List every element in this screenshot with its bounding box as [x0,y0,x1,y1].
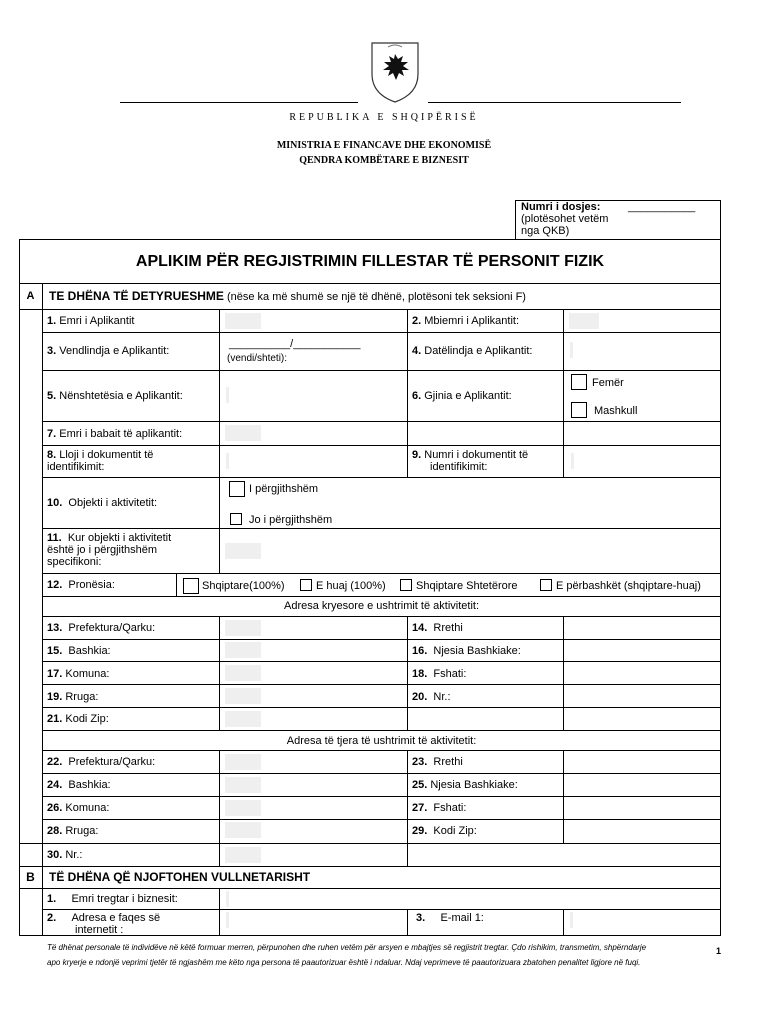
field-commune-2-label: 26. Komuna: [47,802,110,814]
ownership-albanian-checkbox[interactable] [183,578,199,594]
activity-not-general-checkbox[interactable] [230,513,242,525]
ownership-state-label: Shqiptare Shtetërore [416,580,518,592]
commune-2-input[interactable] [225,800,261,816]
field-zip-label: 21. Kodi Zip: [47,713,109,725]
field-commune-label: 17. Komuna: [47,668,110,680]
field-district-2-label: 23. Rrethi [412,756,463,768]
field-doc-type-label-2: identifikimit: [47,461,105,473]
privacy-notice-2: apo kryerje e ndonjë veprimi tjetër të ngjashëm me këto nga persona të paautorizuar është i ndaluar. Ndaj veprimeve të paautorizuara zbatohen penalitet ligjore në fuqi. [47,958,641,967]
field-village-label: 18. Fshati: [412,668,467,680]
doc-number-input[interactable] [571,453,574,469]
file-number-note: nga QKB) [521,225,570,237]
field-doc-number-label: 9. Numri i dokumentit të [412,449,529,461]
field-doc-number-label-2: identifikimit: [430,461,488,473]
field-municipality-label: 15. Bashkia: [47,645,111,657]
republic-name: REPUBLIKA E SHQIPËRISË [289,112,479,123]
street-input[interactable] [225,688,261,704]
gender-female-checkbox[interactable] [571,374,587,390]
main-address-heading: Adresa kryesore e ushtrimit të aktivitetit: [283,600,479,612]
field-activity-object-label: 10. Objekti i aktivitetit: [47,497,158,509]
ownership-albanian-label: Shqiptare(100%) [202,580,285,592]
section-a-note: (nëse ka më shumë se një të dhënë, plotësoni tek seksioni F) [226,291,526,303]
field-municipal-unit-label: 16. Njesia Bashkiake: [412,645,521,657]
form-title: APLIKIM PËR REGJISTRIMIN FILLESTAR TË PERSONIT FIZIK [135,253,605,270]
field-trade-name-label: 1. Emri tregtar i biznesit: [47,893,178,905]
prefecture-2-input[interactable] [225,754,261,770]
field-number-label: 20. Nr.: [412,691,451,703]
ownership-state-checkbox[interactable] [400,579,412,591]
section-b-letter: B [26,870,35,884]
field-district-label: 14. Rrethi [412,622,463,634]
field-street-label: 19. Rruga: [47,691,99,703]
other-address-heading: Adresa të tjera të ushtrimit të aktivitetit: [286,735,477,747]
field-prefecture-label: 13. Prefektura/Qarku: [47,622,156,634]
commune-input[interactable] [225,665,261,681]
activity-general-checkbox[interactable] [229,481,245,497]
field-gender-label: 6. Gjinia e Aplikantit: [412,390,512,402]
municipality-2-input[interactable] [225,777,261,793]
field-website-label: 2. Adresa e faqes së [47,912,161,924]
field-number-2-label: 30. Nr.: [47,849,83,861]
gender-male-checkbox[interactable] [571,402,587,418]
activity-general-label: I përgjithshëm [249,483,319,495]
field-citizenship-label: 5. Nënshtetësia e Aplikantit: [47,390,183,402]
field-birthdate-label: 4. Datëlindja e Aplikantit: [412,345,533,357]
file-number-label: Numri i dosjes: [521,201,601,213]
zip-input[interactable] [225,711,261,727]
field-website-label-2: internetit : [75,924,124,936]
doc-type-input[interactable] [226,453,229,469]
prefecture-input[interactable] [225,620,261,636]
email-input[interactable] [570,912,573,928]
field-birthplace-label: 3. Vendlindja e Aplikantit: [47,345,170,357]
field-zip-2-label: 29. Kodi Zip: [412,825,477,837]
section-a-heading [49,290,526,303]
ownership-foreign-checkbox[interactable] [300,579,312,591]
section-a-title: TE DHËNA TË DETYRUESHME [49,289,224,303]
page-number: 1 [716,946,722,956]
section-a-letter: A [26,290,35,302]
field-activity-specify-label-2: është jo i përgjithshëm [47,544,158,556]
activity-specify-input[interactable] [225,543,261,559]
website-input[interactable] [226,912,229,928]
applicant-surname-input[interactable] [569,313,599,329]
ownership-joint-label: E përbashkët (shqiptare-huaj) [556,580,701,592]
field-applicant-surname-label: 2. Mbiemri i Aplikantit: [412,315,520,327]
center-name: QENDRA KOMBËTARE E BIZNESIT [299,155,469,166]
birthplace-input[interactable]: __________/___________ [229,338,361,350]
trade-name-input[interactable] [226,891,229,907]
ministry-name: MINISTRIA E FINANCAVE DHE EKONOMISË [276,140,492,151]
street-2-input[interactable] [225,822,261,838]
privacy-notice: Të dhënat personale të individëve në këtë formuar merren, përpunohen dhe ruhen vetëm për arsyen e mbajtjes së regjistrit tregtar. Çdo rishikim, transmetim, shpërndarje [47,943,647,952]
field-activity-specify-label: 11. Kur objekti i aktivitetit [47,532,172,544]
field-father-name-label: 7. Emri i babait të aplikantit: [47,428,183,440]
file-number-blank[interactable]: ___________ [628,201,696,213]
field-prefecture-2-label: 22. Prefektura/Qarku: [47,756,156,768]
ownership-foreign-label: E huaj (100%) [316,580,386,592]
activity-not-general-label: Jo i përgjithshëm [249,514,333,526]
field-ownership-label: 12. Pronësia: [47,579,115,591]
father-name-input[interactable] [225,425,261,441]
field-applicant-name-label: 1. Emri i Aplikantit [47,315,135,327]
citizenship-input[interactable] [226,387,229,403]
field-doc-type-label: 8. Lloji i dokumentit të [47,449,154,461]
municipality-input[interactable] [225,642,261,658]
gender-male-label: Mashkull [594,405,638,417]
file-number-note: (plotësohet vetëm [521,213,609,225]
field-email-label: 3. E-mail 1: [416,912,484,924]
gender-female-label: Femër [592,377,624,389]
birthdate-input[interactable] [570,342,573,358]
coat-of-arms-icon [368,40,422,104]
field-street-2-label: 28. Rruga: [47,825,99,837]
field-village-2-label: 27. Fshati: [412,802,467,814]
field-municipal-unit-2-label: 25. Njesia Bashkiake: [412,779,518,791]
number-2-input[interactable] [225,847,261,863]
ownership-joint-checkbox[interactable] [540,579,552,591]
field-municipality-2-label: 24. Bashkia: [47,779,111,791]
applicant-name-input[interactable] [225,313,261,329]
section-b-heading: TË DHËNA QË NJOFTOHEN VULLNETARISHT [49,870,311,884]
birthplace-hint: (vendi/shteti): [227,353,288,364]
field-activity-specify-label-3: specifikoni: [47,556,102,568]
